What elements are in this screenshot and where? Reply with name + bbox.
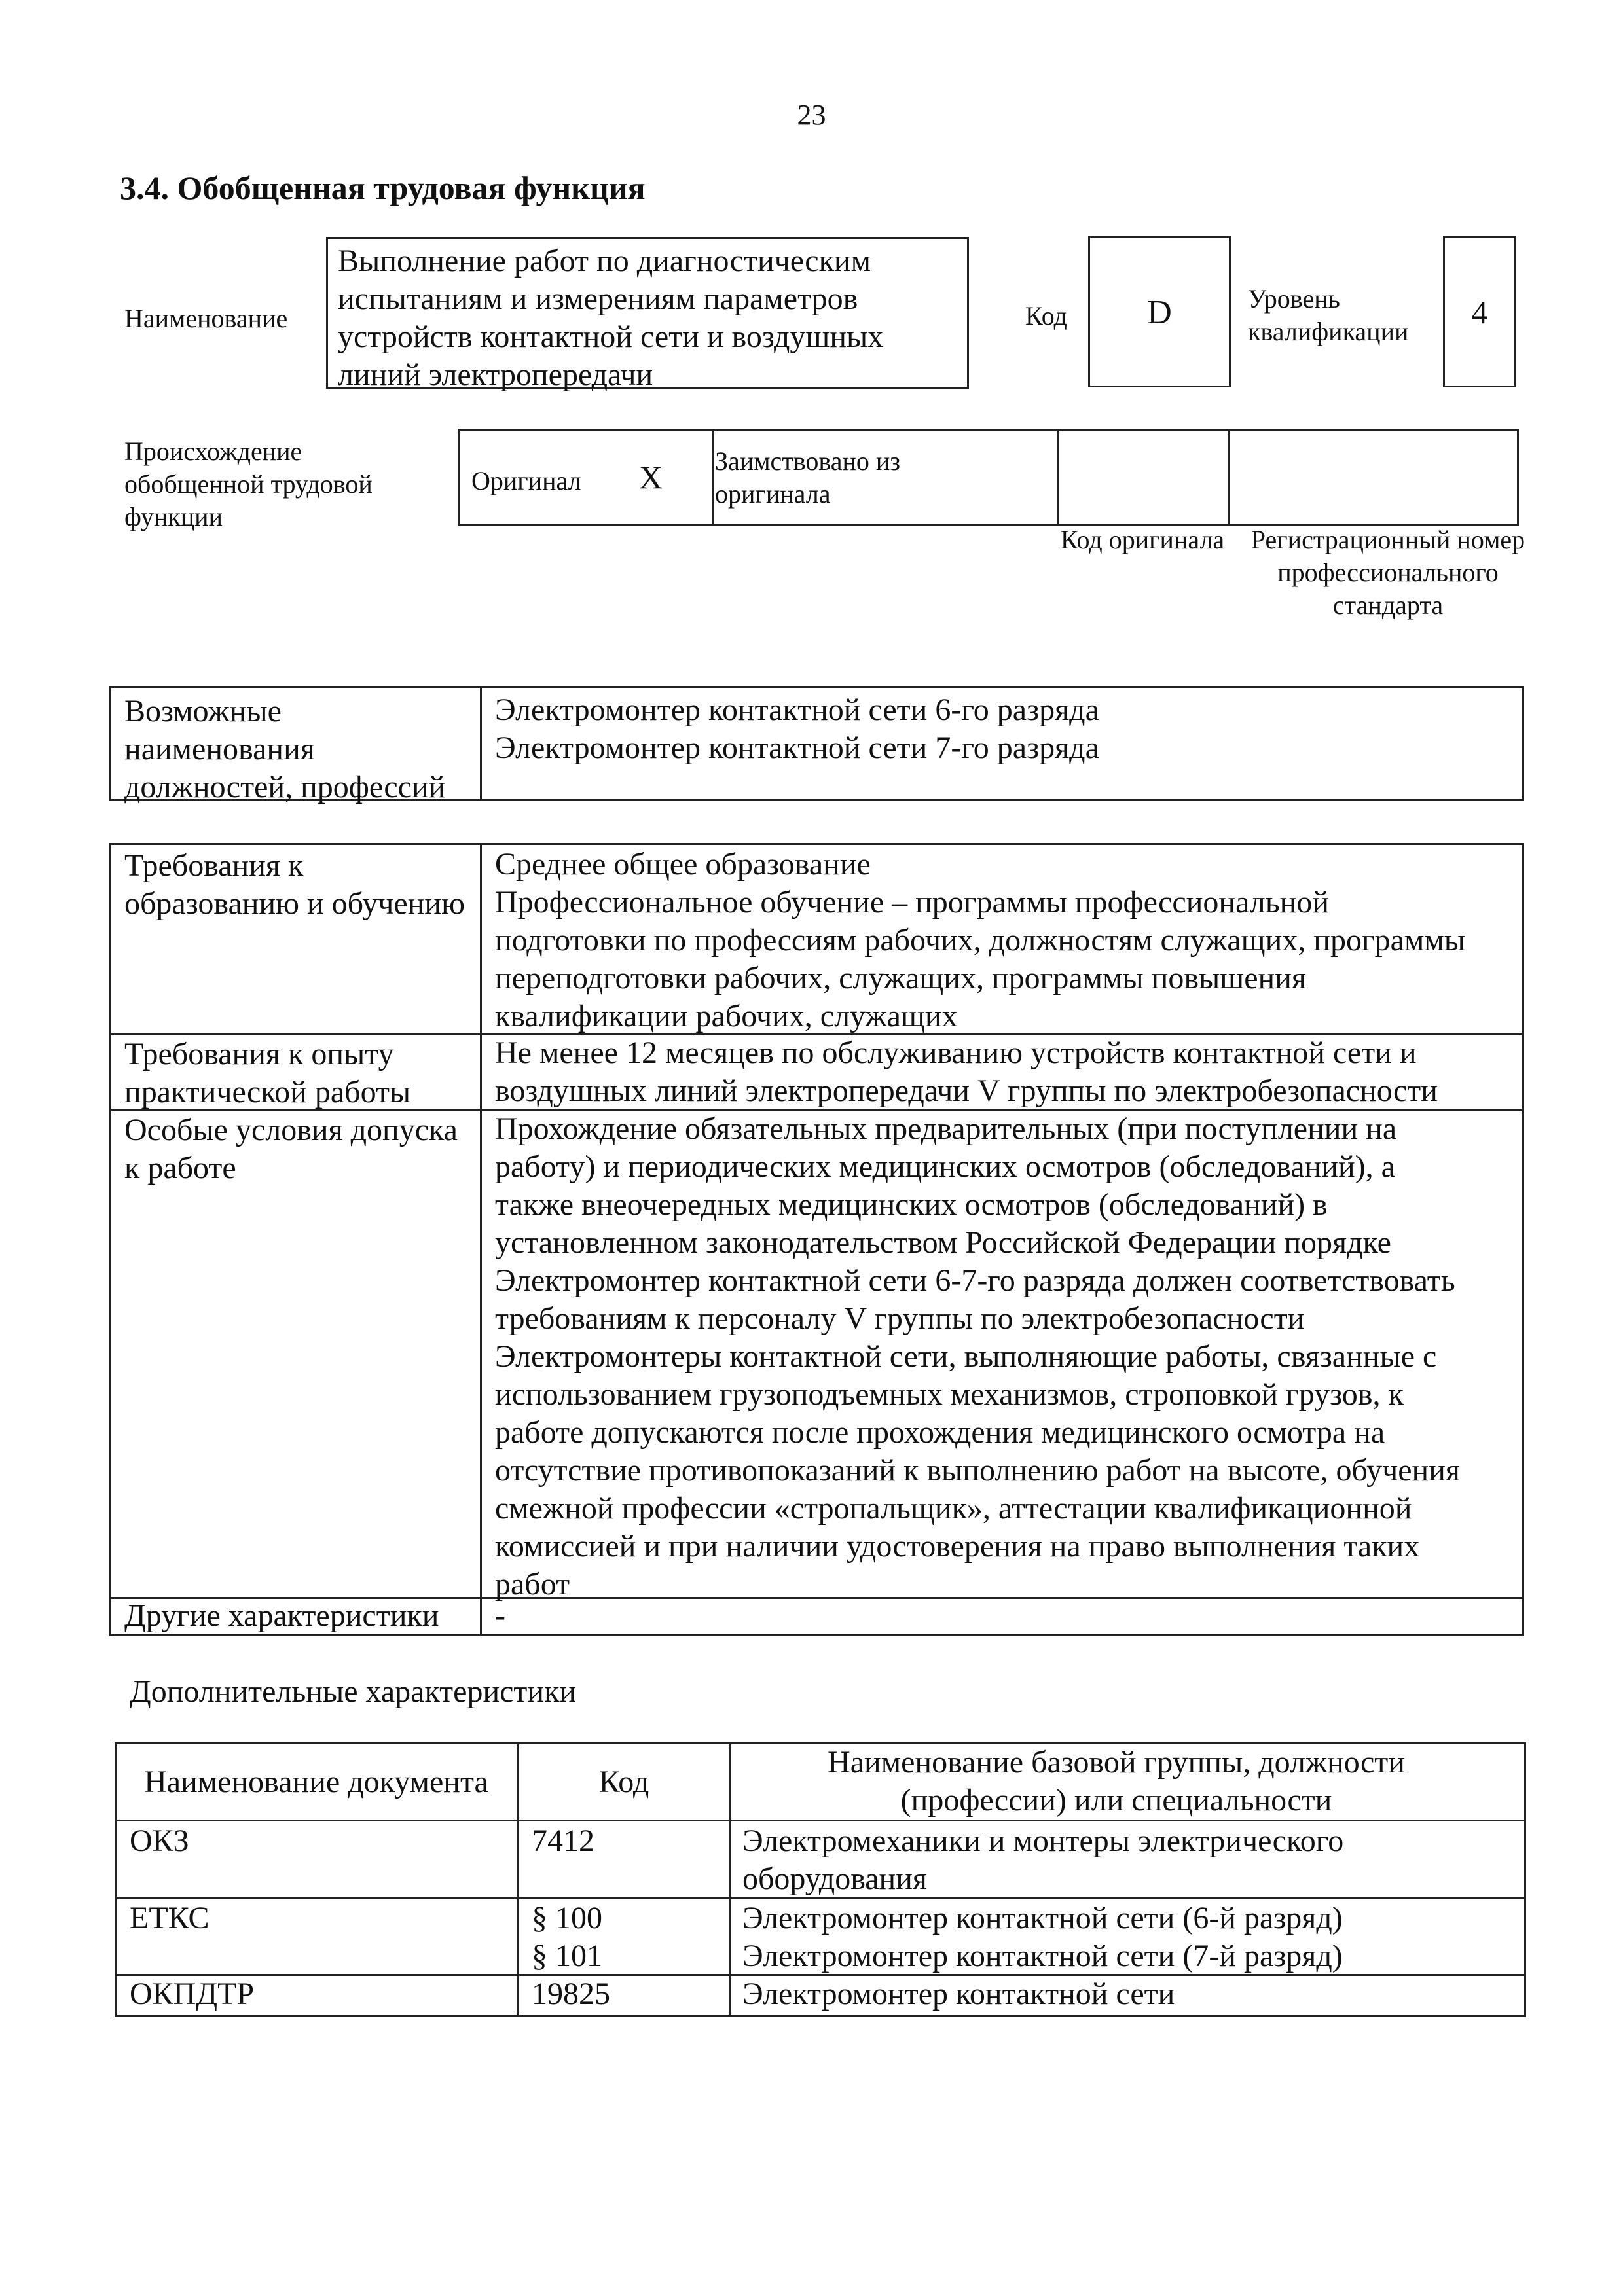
original-mark: X <box>639 459 663 495</box>
position-item: Электромонтер контактной сети 7-го разряда <box>495 730 1099 765</box>
requirements-experience-text: Не менее 12 месяцев по обслуживанию устройств контактной сети и воздушных линий электропередачи V группы по электробезопасности <box>495 1035 1438 1108</box>
requirements-education-text: Среднее общее образование Профессиональное обучение – программы профессиональной подготовки по профессиям рабочих, должностям служащих, программы переподготовки рабочих, служащих, программы повышения квалификации рабочих, служащих <box>495 847 1465 1033</box>
row-okpdtr-doc: ОКПДТР <box>130 1977 255 2011</box>
code-label: Код <box>1025 301 1067 331</box>
row-etks-doc: ЕТКС <box>130 1901 210 1935</box>
row-okpdtr-name: Электромонтер контактной сети <box>742 1977 1175 2011</box>
header-code: Код <box>598 1765 649 1799</box>
other-characteristics-value: - <box>495 1598 505 1633</box>
code-original-caption: Код оригинала <box>1060 525 1225 554</box>
name-label: Наименование <box>124 304 288 333</box>
header-base-group: Наименование базовой группы, должности (профессии) или специальности <box>828 1745 1405 1818</box>
origin-label: Происхождение обобщенной трудовой функции <box>124 437 373 531</box>
origin-box <box>458 429 1519 526</box>
special-conditions-text: Прохождение обязательных предварительных (при поступлении на работу) и периодических медицинских осмотров (обследований), а также внеочередных медицинских осмотров (обследований) в установленном законодательством Российской Федерации порядке Электромонтер контактной сети 6-7-го разряда должен соответствовать требованиям к персоналу V группы по электробезопасности Электромонтеры контактной сети, выполняющие работы, связанные с использованием грузоподъемных механизмов, строповкой грузов, к работе допускаются после прохождения медицинского осмотра на отсутствие противопоказаний к выполнению работ на высоте, обучения смежной профессии «стропальщик», аттестации квалификационной комиссией и при наличии удостоверения на право выполнения таких работ <box>495 1111 1460 1602</box>
row-etks-codes: § 100 § 101 <box>532 1901 602 1973</box>
other-characteristics-label: Другие характеристики <box>124 1598 439 1633</box>
additional-title: Дополнительные характеристики <box>130 1674 577 1709</box>
borrowed-label: Заимствовано из оригинала <box>715 446 901 509</box>
row-okz-name: Электромеханики и монтеры электрического оборудования <box>742 1823 1344 1896</box>
header-document-name: Наименование документа <box>144 1765 488 1799</box>
row-okz-code: 7412 <box>532 1823 594 1858</box>
position-item: Электромонтер контактной сети 6-го разряда <box>495 692 1099 727</box>
name-value: Выполнение работ по диагностическим испытаниям и измерениям параметров устройств контактной сети и воздушных линий электропередачи <box>338 243 884 392</box>
row-etks-names: Электромонтер контактной сети (6-й разряд) Электромонтер контактной сети (7-й разряд) <box>742 1901 1343 1973</box>
original-label: Оригинал <box>471 466 581 495</box>
page-number: 23 <box>797 99 826 131</box>
level-value: 4 <box>1471 294 1488 331</box>
level-label: Уровень квалификации <box>1248 284 1409 346</box>
requirements-experience-label: Требования к опыту практической работы <box>124 1037 411 1109</box>
row-okz-doc: ОКЗ <box>130 1823 189 1858</box>
code-value: D <box>1147 294 1172 331</box>
positions-label: Возможные наименования должностей, профессий <box>124 694 446 804</box>
row-okpdtr-code: 19825 <box>532 1977 610 2011</box>
section-title: 3.4. Обобщенная трудовая функция <box>120 170 646 206</box>
requirements-education-label: Требования к образованию и обучению <box>124 848 465 921</box>
special-conditions-label: Особые условия допуска к работе <box>124 1113 458 1185</box>
reg-number-caption: Регистрационный номер профессионального стандарта <box>1250 525 1525 620</box>
